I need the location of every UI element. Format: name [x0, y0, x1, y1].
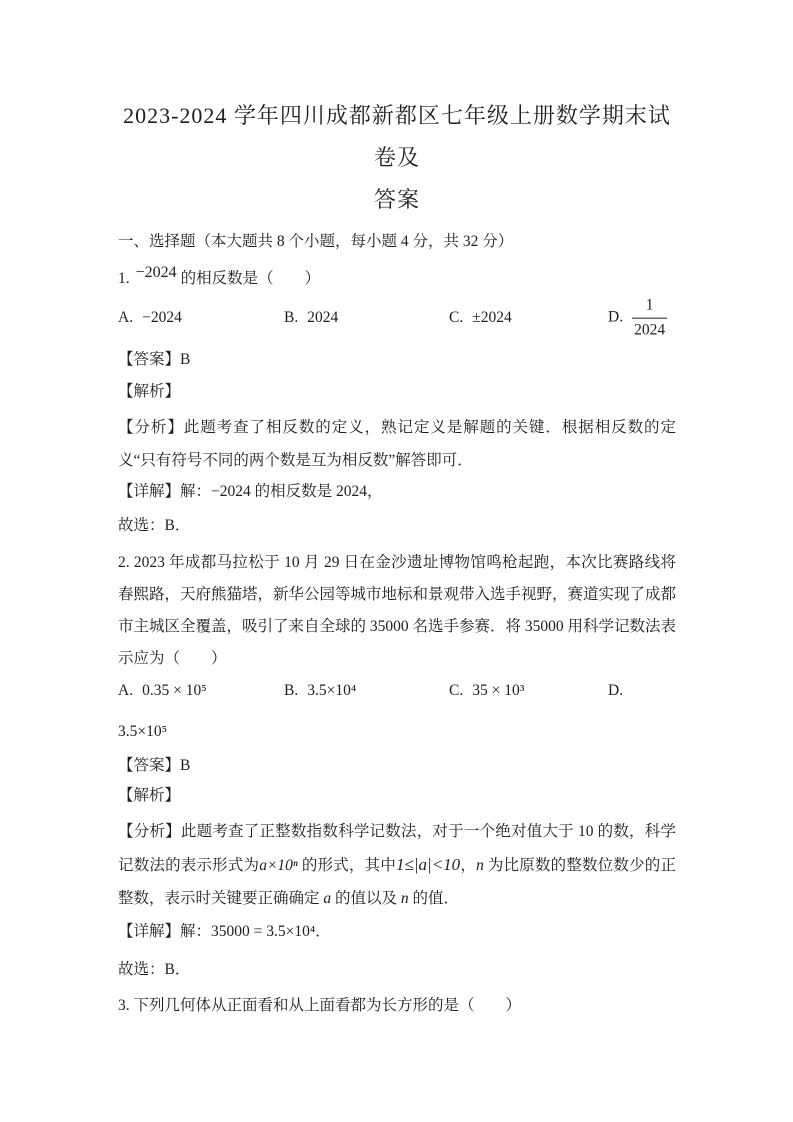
question-2-options	[118, 677, 676, 705]
option-value: 2024	[307, 309, 339, 326]
analysis-text: 的值．	[408, 890, 460, 907]
question-1-option-b	[284, 309, 338, 327]
question-1-inline-math: −2024	[135, 264, 177, 281]
answer-value: B	[180, 757, 191, 774]
option-value: ±2024	[472, 309, 512, 326]
section-heading: 一、选择题（本大题共 8 个小题，每小题 4 分，共 32 分）	[118, 233, 514, 250]
question-2-option-d-value: 3.5×10⁵	[118, 723, 168, 740]
detail-text: ．	[315, 923, 331, 940]
question-1-stem-text: 的相反数是（ ）	[180, 270, 321, 287]
detail-math: −2024	[211, 483, 251, 500]
question-2-analysis-tag: 【解析】	[118, 787, 181, 804]
question-1-options	[118, 293, 676, 343]
fraction	[632, 297, 667, 340]
option-label: D.	[608, 308, 624, 326]
question-2-option-d	[608, 682, 632, 700]
detail-tag: 【详解】解：	[118, 483, 212, 500]
detail-math: 35000 = 3.5×10⁴	[211, 923, 316, 940]
question-1-conclusion: 故选：B．	[118, 517, 191, 534]
inline-math: a×10ⁿ	[259, 857, 298, 874]
question-1-answer-line	[118, 347, 676, 373]
option-label: A.	[118, 309, 134, 326]
question-2-analysis	[118, 815, 676, 915]
title-line-1: 2023-2024 学年四川成都新都区七年级上册数学期末试卷及	[123, 103, 671, 170]
option-value: 0.35 × 10⁵	[142, 682, 207, 699]
page-title	[118, 95, 676, 221]
question-2-option-a	[118, 682, 207, 700]
question-1-analysis-tag: 【解析】	[118, 383, 181, 400]
question-1-option-a	[118, 309, 182, 327]
option-label: B.	[284, 682, 299, 699]
answer-tag: 【答案】	[118, 351, 181, 368]
analysis-text: 的形式，其中	[297, 857, 397, 874]
question-2-detail-line	[118, 919, 676, 945]
question-2-answer-line	[118, 753, 676, 779]
answer-tag: 【答案】	[118, 757, 181, 774]
fraction-denominator: 2024	[634, 321, 666, 339]
answer-value: B	[180, 351, 191, 368]
analysis-text: ，	[460, 857, 477, 874]
inline-math: n	[476, 857, 484, 874]
question-2-option-c	[449, 682, 524, 700]
question-2-conclusion: 故选：B．	[118, 961, 191, 978]
option-label: D.	[608, 682, 624, 699]
analysis-text: 的值以及	[331, 890, 401, 907]
inline-math: a	[323, 890, 332, 907]
detail-tag: 【详解】解：	[118, 923, 212, 940]
question-1-analysis: 【分析】此题考查了相反数的定义，熟记定义是解题的关键．根据相反数的定义“只有符号不同的两个数是互为相反数”解答即可．	[118, 419, 676, 469]
question-3-stem: 3. 下列几何体从正面看和从上面看都为长方形的是（ ）	[118, 997, 522, 1014]
analysis-text: 【分析】此题考查了正整数指数科学记数法，对于一个绝对值大于 10 的数，科学记数法的表示形式为	[118, 823, 676, 874]
inline-math: 1≤|a|<10	[396, 855, 461, 874]
option-label: C.	[449, 309, 464, 326]
question-2-stem: 2. 2023 年成都马拉松于 10 月 29 日在金沙遗址博物馆鸣枪起跑，本次比赛路线将春熙路，天府熊猫塔，新华公园等城市地标和景观带入选手视野，赛道实现了成都市主城区全覆盖，吸引了来自全球的 35000 名选手参赛．将 35000 用科学记数法表示应为（ ）	[118, 554, 677, 667]
page-content	[118, 95, 676, 1019]
option-value: −2024	[142, 309, 182, 326]
inline-math: n	[400, 890, 409, 907]
fraction-numerator: 1	[632, 297, 667, 319]
question-1-number: 1.	[118, 270, 130, 287]
question-1-option-c	[449, 309, 512, 327]
option-label: C.	[449, 682, 464, 699]
option-value: 35 × 10³	[472, 682, 525, 699]
question-2-option-b	[284, 682, 356, 700]
option-label: B.	[284, 309, 299, 326]
analysis-text: 为比原数的整数位数少的正整数，表示时关键要正确确定	[118, 857, 676, 907]
title-line-2: 答案	[373, 187, 420, 212]
option-value: 3.5×10⁴	[307, 682, 357, 699]
question-1-detail-line	[118, 479, 676, 505]
detail-text: 的相反数是 2024，	[250, 483, 383, 500]
option-label: A.	[118, 682, 134, 699]
question-1-stem	[118, 265, 676, 293]
question-1-option-d	[608, 297, 667, 340]
